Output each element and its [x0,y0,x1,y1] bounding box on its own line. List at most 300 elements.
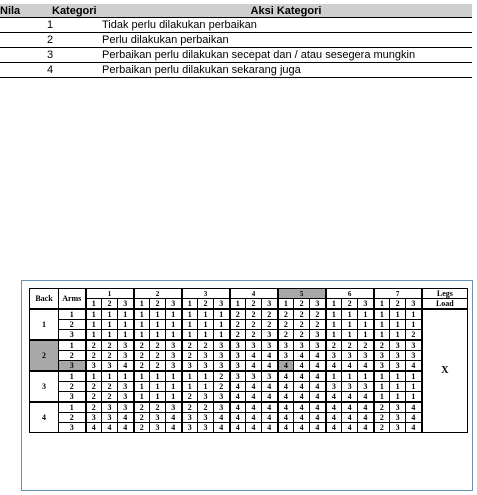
category-action: Perbaikan perlu dilakukan sekarang juga [100,63,472,78]
action-category-cell: 4 [246,402,262,413]
load-subheader: 3 [214,299,230,310]
action-category-cell: 1 [102,309,118,320]
owas-row [30,392,468,403]
arm-value: 1 [59,402,86,413]
action-category-cell: 4 [246,392,262,403]
action-category-cell: 4 [310,371,326,382]
load-header: Load [422,299,468,310]
action-category-cell: 3 [246,340,262,351]
action-category-cell: 2 [374,423,390,433]
action-category-cell: 4 [310,392,326,403]
action-category-cell: 2 [246,309,262,320]
action-category-cell: 1 [182,309,198,320]
action-category-cell: 4 [342,413,358,423]
action-category-cell: 1 [326,371,342,382]
arm-value: 3 [59,361,86,372]
action-category-cell: 4 [278,413,294,423]
action-category-cell: 2 [150,351,166,361]
load-subheader: 2 [294,299,310,310]
action-category-cell: 3 [150,413,166,423]
action-category-cell: 3 [230,361,246,372]
action-category-cell: 2 [102,392,118,403]
action-category-cell: 3 [246,371,262,382]
arm-value: 3 [59,392,86,403]
arm-value: 3 [59,330,86,341]
back-value: 2 [30,340,59,371]
action-category-cell: 2 [342,340,358,351]
owas-loads-row [30,299,468,310]
action-category-cell: 4 [278,361,294,372]
header-aksi-kategori: Aksi Kategori [100,4,472,18]
load-subheader: 3 [358,299,374,310]
action-category-cell: 3 [118,382,134,392]
action-category-cell: 4 [294,382,310,392]
action-category-cell: 1 [166,382,182,392]
action-category-cell: 3 [118,402,134,413]
action-category-cell: 1 [214,320,230,330]
action-category-cell: 1 [374,382,390,392]
action-category-cell: 3 [262,371,278,382]
action-category-cell: 4 [326,423,342,433]
action-category-cell: 4 [230,392,246,403]
action-category-cell: 2 [134,340,150,351]
action-category-cell: 3 [198,392,214,403]
action-category-cell: 4 [246,382,262,392]
action-category-cell: 4 [406,413,422,423]
action-category-cell: 3 [118,392,134,403]
action-category-cell: 1 [374,330,390,341]
action-category-cell: 3 [214,351,230,361]
category-action: Tidak perlu dilakukan perbaikan [100,18,472,33]
back-header: Back [30,289,59,310]
action-category-cell: 3 [342,351,358,361]
action-category-cell: 3 [230,371,246,382]
action-category-cell: 1 [118,320,134,330]
action-category-cell: 4 [342,423,358,433]
action-category-cell: 3 [390,351,406,361]
owas-legs-row [30,289,468,299]
action-category-cell: 4 [358,402,374,413]
action-category-cell: 4 [118,423,134,433]
action-category-cell: 1 [198,330,214,341]
action-category-cell: 2 [262,309,278,320]
action-category-cell: 4 [326,413,342,423]
action-category-cell: 2 [294,330,310,341]
action-category-cell: 4 [310,351,326,361]
leg-header: 4 [230,289,278,299]
action-category-cell: 4 [326,392,342,403]
arm-value: 2 [59,320,86,330]
category-row [0,48,472,63]
action-category-cell: 1 [198,320,214,330]
action-category-cell: 3 [262,340,278,351]
action-category-cell: 2 [86,382,102,392]
action-category-cell: 2 [214,382,230,392]
action-category-cell: 4 [102,423,118,433]
action-category-cell: 3 [358,382,374,392]
action-category-cell: 2 [182,351,198,361]
arms-header: Arms [59,289,86,310]
action-category-cell: 1 [150,371,166,382]
action-category-cell: 2 [374,340,390,351]
action-category-cell: 3 [102,402,118,413]
arm-value: 1 [59,340,86,351]
action-category-cell: 1 [134,382,150,392]
action-category-cell: 2 [230,320,246,330]
action-category-cell: 2 [134,361,150,372]
action-category-cell: 3 [390,340,406,351]
action-category-cell: 1 [390,320,406,330]
action-category-cell: 4 [406,402,422,413]
load-subheader: 1 [86,299,102,310]
action-category-cell: 1 [198,309,214,320]
arm-value: 2 [59,413,86,423]
action-category-cell: 1 [374,320,390,330]
action-category-cell: 1 [374,309,390,320]
owas-row [30,423,468,433]
load-subheader: 3 [166,299,182,310]
action-category-cell: 4 [358,392,374,403]
action-category-cell: 4 [310,361,326,372]
action-category-cell: 3 [150,423,166,433]
load-subheader: 3 [310,299,326,310]
action-category-cell: 1 [358,371,374,382]
load-subheader: 1 [374,299,390,310]
action-category-cell: 1 [134,320,150,330]
action-category-cell: 4 [230,413,246,423]
action-category-cell: 3 [214,340,230,351]
action-category-cell: 2 [278,309,294,320]
action-category-cell: 3 [86,361,102,372]
owas-row [30,309,468,320]
action-category-cell: 1 [118,330,134,341]
action-category-cell: 3 [390,423,406,433]
action-category-cell: 1 [118,309,134,320]
action-category-cell: 1 [166,392,182,403]
action-category-cell: 1 [406,371,422,382]
action-category-cell: 4 [326,361,342,372]
leg-header: 3 [182,289,230,299]
action-category-cell: 1 [166,320,182,330]
category-action: Perlu dilakukan perbaikan [100,33,472,48]
action-category-cell: 2 [358,340,374,351]
action-category-cell: 1 [150,382,166,392]
action-category-cell: 3 [214,392,230,403]
action-category-cell: 3 [198,351,214,361]
action-category-cell: 3 [198,413,214,423]
action-category-cell: 3 [102,361,118,372]
action-category-cell: 1 [102,330,118,341]
action-category-cell: 2 [246,330,262,341]
action-category-cell: 1 [342,320,358,330]
load-subheader: 2 [246,299,262,310]
action-category-cell: 2 [326,340,342,351]
action-category-cell: 3 [374,361,390,372]
category-action: Perbaikan perlu dilakukan secepat dan / atau sesegera mungkin [100,48,472,63]
action-category-cell: 1 [150,392,166,403]
action-category-cell: 1 [86,330,102,341]
arm-value: 1 [59,309,86,320]
action-category-cell: 2 [246,320,262,330]
load-subheader: 3 [262,299,278,310]
load-subheader: 3 [406,299,422,310]
action-category-cell: 4 [358,361,374,372]
action-category-cell: 2 [182,340,198,351]
leg-header: 1 [86,289,134,299]
owas-figure-frame [21,280,473,491]
action-category-cell: 4 [214,413,230,423]
action-category-cell: 3 [310,330,326,341]
action-category-cell: 3 [86,413,102,423]
action-category-cell: 4 [246,351,262,361]
action-category-cell: 3 [182,413,198,423]
action-category-cell: 1 [358,320,374,330]
action-category-cell: 1 [86,371,102,382]
action-category-cell: 4 [310,423,326,433]
action-category-cell: 4 [294,423,310,433]
action-category-cell: 3 [278,340,294,351]
action-category-cell: 3 [358,351,374,361]
action-category-cell: 1 [150,330,166,341]
action-category-cell: 2 [134,351,150,361]
action-category-cell: 2 [102,340,118,351]
action-category-cell: 1 [214,309,230,320]
action-category-cell: 4 [294,413,310,423]
load-subheader: 1 [326,299,342,310]
action-category-cell: 1 [406,382,422,392]
action-category-cell: 2 [406,330,422,341]
action-category-cell: 1 [406,392,422,403]
action-category-cell: 3 [166,351,182,361]
action-category-cell: 1 [118,371,134,382]
action-category-cell: 4 [294,361,310,372]
action-category-cell: 3 [326,351,342,361]
action-category-cell: 2 [150,340,166,351]
arm-value: 1 [59,371,86,382]
action-category-cell: 2 [102,351,118,361]
action-category-cell: 4 [294,351,310,361]
action-category-cell: 1 [150,309,166,320]
category-value: 2 [0,33,100,48]
leg-header: 2 [134,289,182,299]
action-category-cell: 2 [230,330,246,341]
action-category-cell: 3 [182,361,198,372]
action-category-cell: 4 [246,413,262,423]
action-category-cell: 4 [262,361,278,372]
action-category-cell: 2 [182,392,198,403]
action-category-cell: 2 [374,402,390,413]
action-category-cell: 1 [326,320,342,330]
action-category-cell: 1 [326,330,342,341]
owas-row [30,382,468,392]
action-category-cell: 4 [166,413,182,423]
action-category-cell: 4 [246,423,262,433]
owas-row [30,320,468,330]
load-subheader: 2 [150,299,166,310]
load-subheader: 2 [342,299,358,310]
arm-value: 3 [59,423,86,433]
load-subheader: 1 [278,299,294,310]
category-row [0,63,472,78]
action-category-cell: 4 [262,423,278,433]
action-category-cell: 3 [390,361,406,372]
action-category-cell: 1 [182,330,198,341]
action-category-cell: 4 [246,361,262,372]
action-category-cell: 4 [310,402,326,413]
action-category-cell: 4 [262,392,278,403]
action-category-cell: 3 [374,351,390,361]
action-category-cell: 2 [310,320,326,330]
action-category-cell: 1 [86,320,102,330]
action-category-cell: 4 [358,413,374,423]
action-category-cell: 3 [166,402,182,413]
action-category-cell: 4 [342,361,358,372]
action-category-cell: 2 [278,330,294,341]
load-subheader: 2 [102,299,118,310]
action-category-cell: 3 [406,340,422,351]
action-category-cell: 1 [342,330,358,341]
action-category-cell: 4 [86,423,102,433]
load-subheader: 1 [230,299,246,310]
action-category-cell: 1 [102,320,118,330]
action-category-cell: 4 [214,423,230,433]
action-category-cell: 1 [342,309,358,320]
action-category-cell: 4 [262,382,278,392]
action-category-cell: 1 [166,330,182,341]
action-category-cell: 1 [150,320,166,330]
load-subheader: 2 [390,299,406,310]
action-category-cell: 1 [214,330,230,341]
action-category-cell: 2 [374,413,390,423]
action-category-cell: 4 [326,402,342,413]
action-category-cell: 1 [390,309,406,320]
action-category-cell: 3 [198,361,214,372]
action-category-cell: 2 [102,382,118,392]
action-category-cell: 4 [230,382,246,392]
action-category-cell: 3 [294,340,310,351]
action-category-cell: 3 [214,361,230,372]
action-category-cell: 3 [214,402,230,413]
action-category-cell: 1 [390,392,406,403]
arm-value: 2 [59,351,86,361]
action-category-cell: 2 [150,361,166,372]
action-category-cell: 4 [406,361,422,372]
action-category-cell: 4 [342,392,358,403]
category-row [0,18,472,33]
action-category-cell: 3 [278,351,294,361]
action-category-cell: 4 [118,361,134,372]
action-category-cell: 1 [342,371,358,382]
action-category-cell: 1 [406,309,422,320]
action-category-cell: 4 [406,423,422,433]
action-category-cell: 4 [262,351,278,361]
action-category-cell: 4 [278,423,294,433]
owas-row [30,351,468,361]
action-category-cell: 3 [390,402,406,413]
action-category-cell: 4 [230,423,246,433]
action-category-cell: 2 [294,309,310,320]
action-category-cell: 1 [134,392,150,403]
owas-row [30,402,468,413]
back-value: 3 [30,371,59,402]
action-category-cell: 1 [198,382,214,392]
action-category-cell: 1 [102,371,118,382]
leg-header: 5 [278,289,326,299]
load-subheader: 3 [118,299,134,310]
legs-header: Legs [422,289,468,299]
action-category-cell: 2 [182,402,198,413]
action-category-cell: 1 [198,371,214,382]
action-category-cell: 3 [342,382,358,392]
action-category-cell: 2 [86,340,102,351]
action-category-cell: 3 [118,351,134,361]
action-category-cell: 2 [134,402,150,413]
action-category-cell: 1 [134,330,150,341]
action-category-cell: 4 [278,402,294,413]
action-category-cell: 4 [294,371,310,382]
category-row [0,33,472,48]
leg-header: 6 [326,289,374,299]
owas-action-table [29,288,468,433]
action-category-cell: 3 [326,382,342,392]
action-category-cell: 4 [262,413,278,423]
load-subheader: 1 [134,299,150,310]
action-category-cell: 2 [134,413,150,423]
action-category-cell: 1 [134,309,150,320]
action-category-cell: 1 [358,309,374,320]
action-category-cell: 2 [86,351,102,361]
header-kategori: Kategori [52,4,100,18]
action-category-cell: 4 [310,413,326,423]
action-category-cell: 2 [214,371,230,382]
action-category-cell: 4 [278,382,294,392]
action-category-cell: 2 [198,402,214,413]
action-category-cell: 4 [166,423,182,433]
action-category-cell: 1 [86,309,102,320]
load-x-marker: X [422,309,468,433]
action-category-cell: 3 [230,351,246,361]
action-category-cell: 4 [118,413,134,423]
action-category-cell: 1 [374,392,390,403]
action-category-cell: 1 [166,371,182,382]
action-category-cell: 2 [86,402,102,413]
action-category-cell: 4 [294,392,310,403]
action-category-cell: 2 [310,309,326,320]
action-category-cell: 4 [310,382,326,392]
load-subheader: 2 [198,299,214,310]
action-category-cell: 1 [390,371,406,382]
owas-row [30,340,468,351]
action-category-cell: 3 [390,413,406,423]
action-category-cell: 4 [230,402,246,413]
action-category-cell: 3 [230,340,246,351]
action-category-cell: 2 [150,402,166,413]
action-category-cell: 2 [198,340,214,351]
load-subheader: 1 [182,299,198,310]
action-category-cell: 1 [182,382,198,392]
action-category-cell: 3 [102,413,118,423]
action-category-cell: 3 [166,340,182,351]
action-category-cell: 1 [374,371,390,382]
action-category-cell: 2 [134,423,150,433]
action-category-cell: 3 [182,423,198,433]
category-value: 1 [0,18,100,33]
action-category-cell: 4 [278,371,294,382]
action-category-cell: 2 [86,392,102,403]
action-category-cell: 1 [406,320,422,330]
action-category-cell: 1 [326,309,342,320]
action-category-cell: 1 [358,330,374,341]
